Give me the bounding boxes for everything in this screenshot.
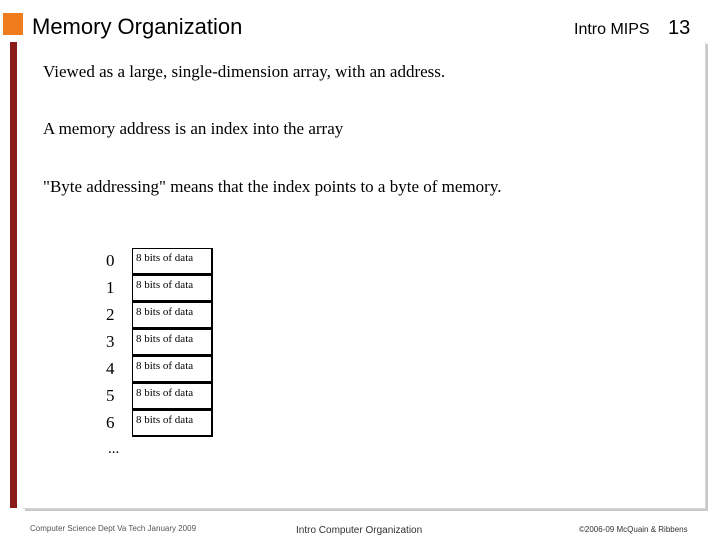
course-label: Intro MIPS [574, 21, 650, 38]
memory-cell: 8 bits of data [132, 356, 213, 383]
memory-cell: 8 bits of data [132, 275, 213, 302]
memory-cell: 8 bits of data [132, 248, 213, 275]
memory-ellipsis: ... [108, 441, 120, 457]
memory-row [0, 275, 720, 302]
footer-copyright: ©2006-09 McQuain & Ribbens [579, 525, 688, 534]
bullet-text: Viewed as a large, single-dimension array, with an address. [43, 62, 446, 81]
memory-row [0, 302, 720, 329]
memory-address: 6 [106, 413, 115, 432]
memory-address: 2 [106, 305, 115, 324]
memory-cell: 8 bits of data [132, 410, 213, 437]
memory-cell: 8 bits of data [132, 302, 213, 329]
title-accent-square [3, 13, 23, 35]
memory-row [0, 383, 720, 410]
memory-address: 0 [106, 251, 115, 270]
footer-department: Computer Science Dept Va Tech January 2009 [30, 524, 197, 533]
footer-course-title: Intro Computer Organization [296, 525, 423, 536]
bullet-text: A memory address is an index into the array [43, 119, 344, 138]
slide-number: 13 [668, 17, 691, 39]
memory-address: 1 [106, 278, 115, 297]
memory-row [0, 410, 720, 437]
memory-cell: 8 bits of data [132, 383, 213, 410]
memory-address: 5 [106, 386, 115, 405]
memory-cell: 8 bits of data [132, 329, 213, 356]
memory-row [0, 248, 720, 275]
bullet-text: "Byte addressing" means that the index points to a byte of memory. [43, 177, 502, 196]
memory-row [0, 329, 720, 356]
memory-address: 3 [106, 332, 115, 351]
slide-title: Memory Organization [32, 14, 243, 39]
memory-row [0, 356, 720, 383]
memory-address: 4 [106, 359, 115, 378]
